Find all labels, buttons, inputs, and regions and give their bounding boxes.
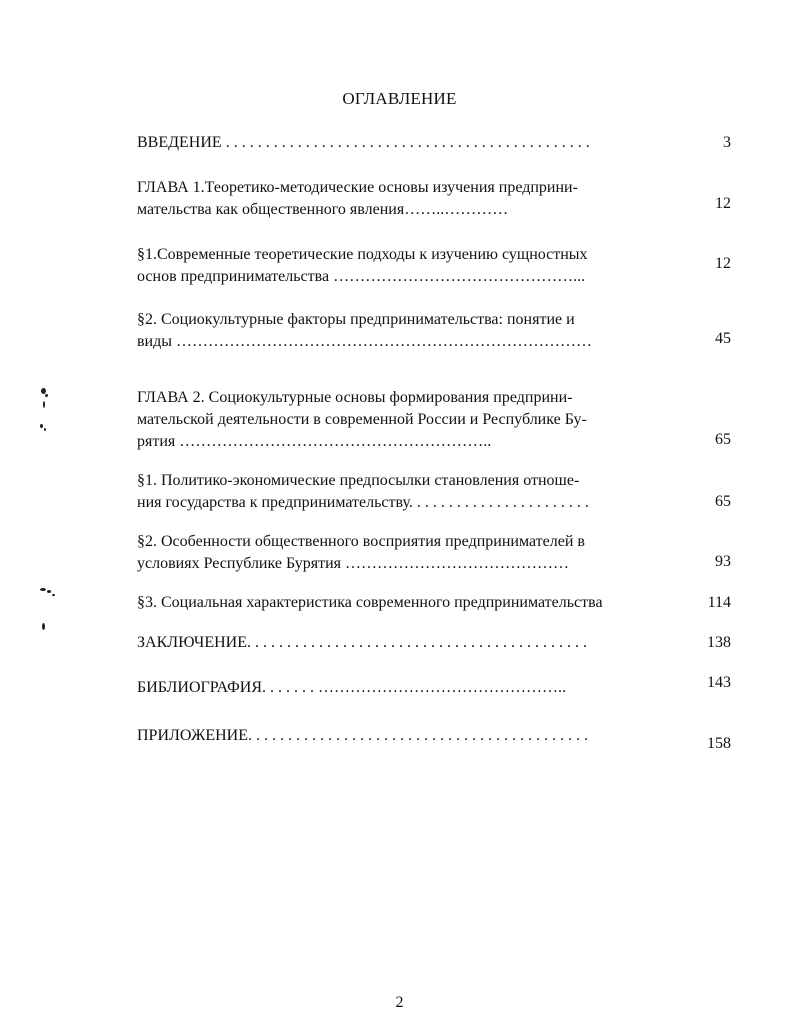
toc-entry-text: §2. Социокультурные факторы предпринимательства: понятие и — [137, 311, 575, 328]
toc-entry-text: виды …………………………………………………………………… — [137, 333, 593, 350]
toc-entry-chapter-1-section-1 — [137, 244, 661, 288]
toc-entry-text: рятия ………………………………………………….. — [137, 433, 492, 450]
toc-entry-text: §1. Политико-экономические предпосылки становления отноше- — [137, 472, 580, 489]
toc-entry-text: §2. Особенности общественного восприятия предпринимателей в — [137, 533, 585, 550]
toc-entry-chapter-1-section-2 — [137, 309, 661, 353]
toc-entry-text: мательства как общественного явления……..………… — [137, 201, 509, 218]
toc-entry-text: ГЛАВА 1.Теоретико-методические основы изучения предприни- — [137, 179, 578, 196]
toc-entry-bibliography — [137, 677, 661, 699]
toc-entry-text: §3. Социальная характеристика современного предпринимательства — [137, 594, 603, 611]
toc-entry-page-number: 12 — [715, 195, 731, 212]
toc-entry-page-number: 12 — [715, 255, 731, 272]
toc-entry-page-number: 158 — [707, 735, 731, 752]
toc-entry-text: мательской деятельности в современной России и Республике Бу- — [137, 411, 587, 428]
toc-entry-appendix — [137, 725, 661, 747]
toc-entry-text: ния государства к предпринимательству. . . . . . . . . . . . . . . . . . . . . . . — [137, 494, 589, 511]
toc-entry-text: ГЛАВА 2. Социокультурные основы формирования предприни- — [137, 389, 573, 406]
toc-entry-chapter-2 — [137, 387, 661, 453]
toc-entry-chapter-2-section-1 — [137, 470, 661, 514]
toc-entry-page-number: 45 — [715, 330, 731, 347]
toc-entry-text: БИБЛИОГРАФИЯ. . . . . . . ……………………………………….. — [137, 679, 567, 696]
toc-entry-page-number: 3 — [723, 134, 731, 151]
toc-entry-chapter-2-section-3 — [137, 592, 685, 614]
toc-entry-page-number: 143 — [707, 674, 731, 691]
page-number: 2 — [395, 994, 404, 1011]
toc-entry-text: условиях Республике Бурятия …………………………………… — [137, 555, 570, 572]
toc-entry-text: ЗАКЛЮЧЕНИЕ. . . . . . . . . . . . . . . . . . . . . . . . . . . . . . . . . . . . . . . . . . . — [137, 634, 587, 651]
toc-entry-page-number: 138 — [707, 634, 731, 651]
toc-entry-page-number: 65 — [715, 493, 731, 510]
toc-entry-text: основ предпринимательства ………………………………………... — [137, 268, 586, 285]
toc-entry-introduction — [137, 132, 661, 154]
toc-entry-page-number: 114 — [707, 594, 731, 611]
toc-entry-chapter-2-section-2 — [137, 531, 661, 575]
toc-entry-text: ВВЕДЕНИЕ . . . . . . . . . . . . . . . . . . . . . . . . . . . . . . . . . . . . . . . . . . . . . . — [137, 134, 590, 151]
toc-entry-page-number: 93 — [715, 553, 731, 570]
toc-entry-page-number: 65 — [715, 431, 731, 448]
toc-entry-chapter-1 — [137, 177, 661, 221]
toc-entry-text: ПРИЛОЖЕНИЕ. . . . . . . . . . . . . . . . . . . . . . . . . . . . . . . . . . . . . . . . . . . — [137, 727, 589, 744]
toc-entry-conclusion — [137, 632, 661, 654]
page-title: ОГЛАВЛЕНИЕ — [342, 89, 457, 108]
toc-entry-text: §1.Современные теоретические подходы к изучению сущностных — [137, 246, 588, 263]
